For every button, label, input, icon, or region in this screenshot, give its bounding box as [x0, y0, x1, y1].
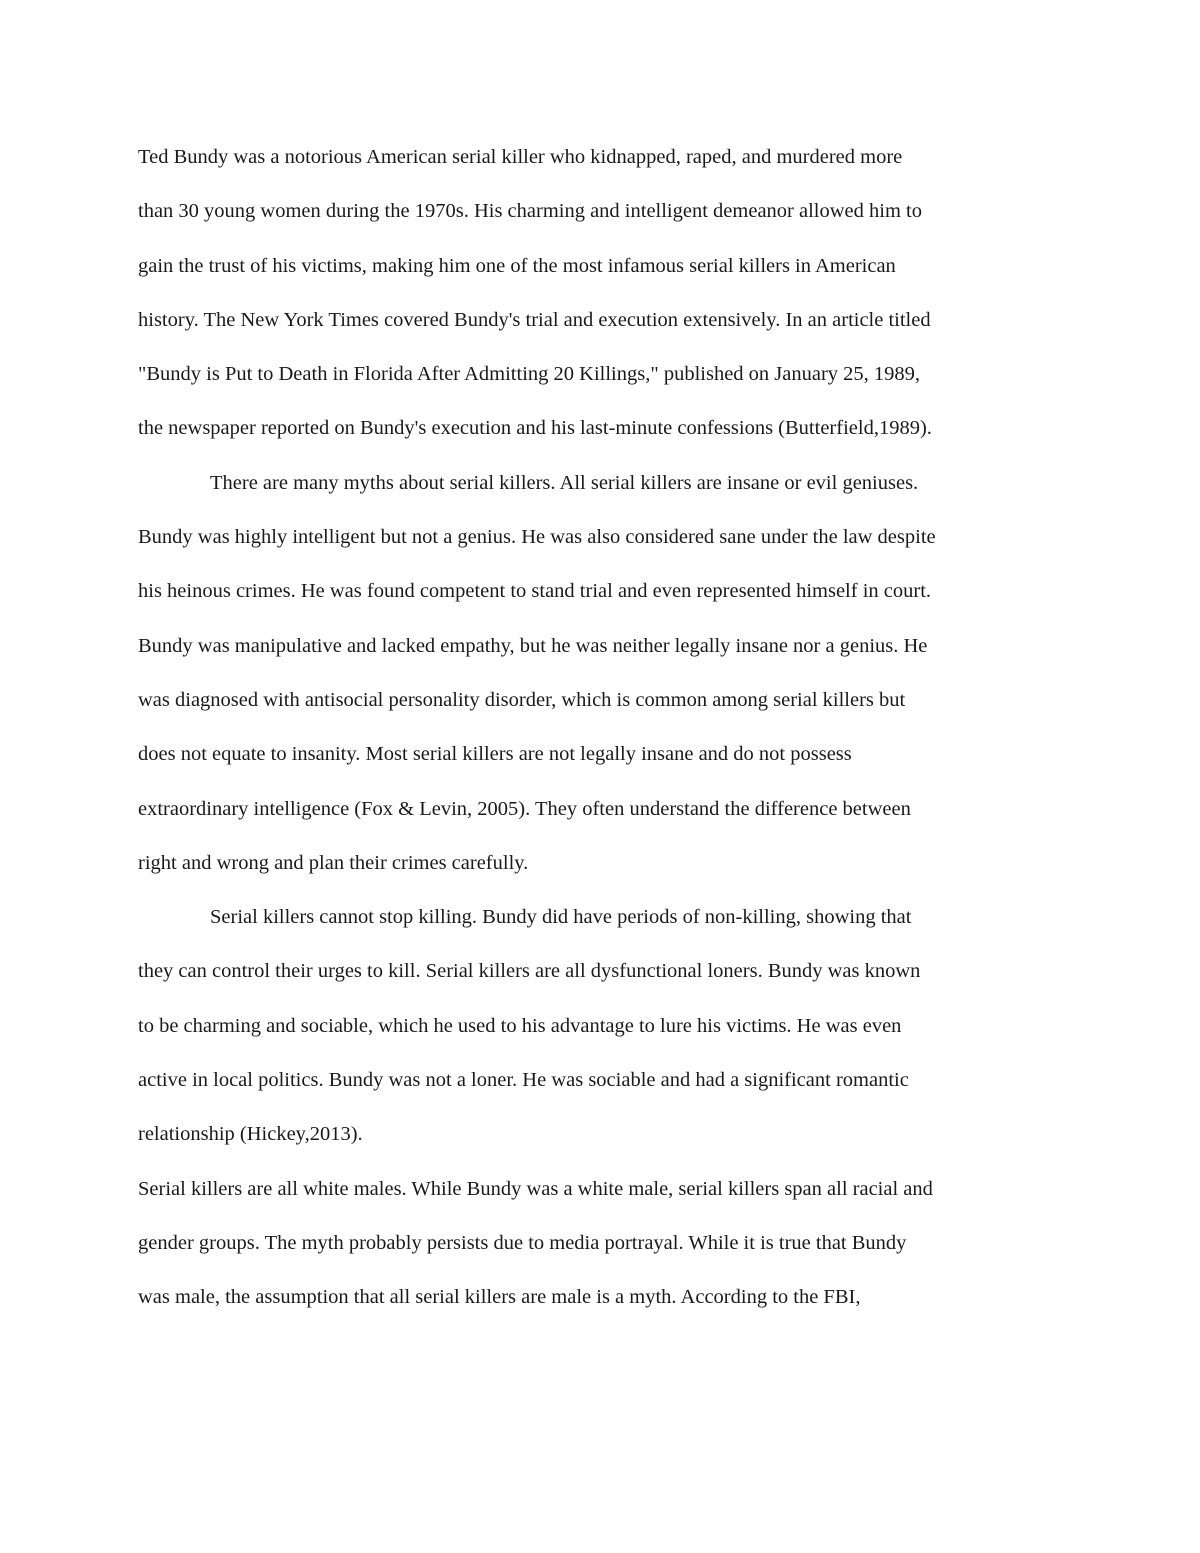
- text-line-10: Bundy was manipulative and lacked empathy, but he was neither legally insane nor a genius. He: [138, 634, 928, 657]
- text-line-13: extraordinary intelligence (Fox & Levin, 2005). They often understand the difference between: [138, 797, 911, 820]
- text-line-12: does not equate to insanity. Most serial killers are not legally insane and do not possess: [138, 743, 852, 766]
- text-line-8: Bundy was highly intelligent but not a genius. He was also considered sane under the law despite: [138, 526, 936, 549]
- text-line-4: history. The New York Times covered Bundy's trial and execution extensively. In an article titled: [138, 308, 931, 331]
- text-line-5: "Bundy is Put to Death in Florida After Admitting 20 Killings," published on January 25, 1989,: [138, 363, 921, 386]
- text-line-21: gender groups. The myth probably persists due to media portrayal. While it is true that Bundy: [138, 1231, 907, 1254]
- text-line-16: they can control their urges to kill. Serial killers are all dysfunctional loners. Bundy was known: [138, 960, 921, 983]
- text-line-9: his heinous crimes. He was found competent to stand trial and even represented himself in court.: [138, 580, 932, 603]
- text-line-20: Serial killers are all white males. While Bundy was a white male, serial killers span all racial and: [138, 1177, 933, 1200]
- text-line-6: the newspaper reported on Bundy's execution and his last-minute confessions (Butterfield,1989).: [138, 417, 932, 440]
- text-line-1: Ted Bundy was a notorious American serial killer who kidnapped, raped, and murdered more: [138, 146, 903, 168]
- text-line-17: to be charming and sociable, which he used to his advantage to lure his victims. He was even: [138, 1014, 902, 1037]
- text-line-18: active in local politics. Bundy was not a loner. He was sociable and had a significant romantic: [138, 1069, 909, 1092]
- text-line-14: right and wrong and plan their crimes carefully.: [138, 851, 529, 874]
- text-line-3: gain the trust of his victims, making him one of the most infamous serial killers in American: [138, 254, 896, 277]
- text-line-11: was diagnosed with antisocial personality disorder, which is common among serial killers but: [138, 688, 906, 711]
- text-line-2: than 30 young women during the 1970s. His charming and intelligent demeanor allowed him to: [138, 200, 922, 223]
- text-line-22: was male, the assumption that all serial killers are male is a myth. According to the FBI,: [138, 1286, 861, 1309]
- text-line-19: relationship (Hickey,2013).: [138, 1123, 363, 1146]
- body-text: [138, 140, 1062, 1335]
- text-line-7: There are many myths about serial killers. All serial killers are insane or evil geniuses.: [210, 471, 919, 494]
- text-line-15: Serial killers cannot stop killing. Bundy did have periods of non-killing, showing that: [210, 906, 912, 929]
